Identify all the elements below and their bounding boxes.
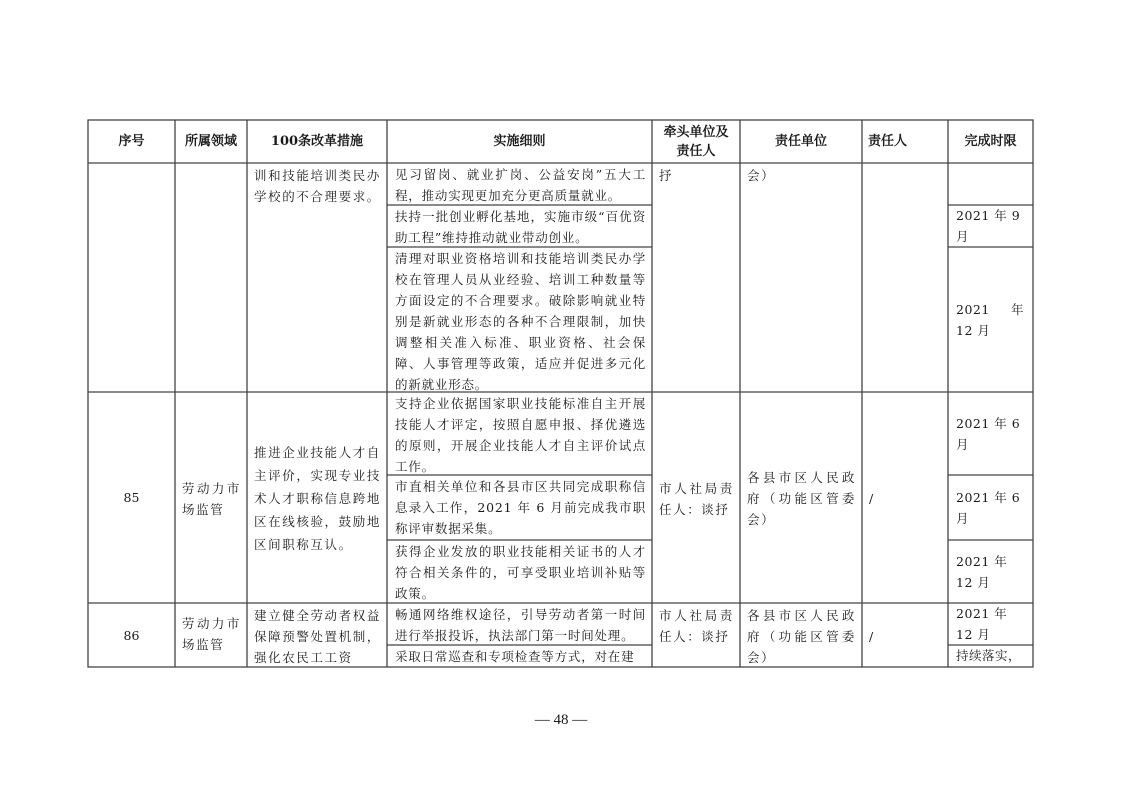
row-85-deadline-3-text: 2021 年 12 月 [956, 553, 1008, 590]
row-85-no: 85 [123, 490, 140, 505]
row-86-responsible-unit: 各县市区人民政府（功能区管委会） [747, 608, 856, 665]
header-no: 序号 [118, 134, 145, 149]
row-86-deadline-2: 持续落实， [956, 648, 1022, 663]
row-86-deadline-1 [948, 603, 1033, 645]
continued-detail-3: 清理对职业资格培训和技能培训类民办学校在管理人员从业经验、培训工种数量等方面设定的不合理要求。破除影响就业特别是新就业形态的各种不合理限制，加快调整相关准入标准、职业资格、社会保障、人事管理等政策，适应并促进多元化的新就业形态。 [395, 251, 646, 392]
header-domain: 所属领域 [184, 134, 237, 149]
continued-responsible-unit: 会） [747, 168, 776, 183]
row-85-person: / [869, 491, 875, 506]
row-85-detail-1: 支持企业依据国家职业技能标准自主开展技能人才评定，按照自愿申报、择优遴选的原则，开展企业技能人才自主评价试点工作。 [395, 396, 646, 474]
row-85-lead: 市人社局责任人：谈抒 [659, 480, 734, 517]
continued-lead: 抒 [659, 168, 674, 183]
header-deadline: 完成时限 [964, 134, 1017, 149]
row-85-detail-3: 获得企业发放的职业技能相关证书的人才符合相关条件的，可享受职业培训补贴等政策。 [395, 544, 646, 601]
row-86-deadline-1-text: 2021 年 12 月 [956, 606, 1008, 642]
row-86-domain: 劳动力市场监管 [182, 616, 241, 652]
row-85-measure: 推进企业技能人才自主评价，实现专业技术人才职称信息跨地区在线核验，鼓励地区间职称互认。 [254, 445, 381, 552]
row-86-detail-2: 采取日常巡查和专项检查等方式，对在建 [395, 649, 635, 664]
row-85-detail-2: 市直相关单位和各县市区共同完成职称信息录入工作，2021 年 6 月前完成我市职称评审数据采集。 [395, 479, 646, 536]
row-85-deadline-3 [948, 540, 1033, 603]
header-measure: 100条改革措施 [270, 134, 364, 149]
row-86-measure: 建立健全劳动者权益保障预警处置机制，强化农民工工资 [254, 608, 381, 665]
row-86-no: 86 [123, 627, 140, 643]
row-85-domain: 劳动力市场监管 [182, 480, 241, 517]
header-responsible-unit: 责任单位 [774, 134, 827, 149]
header-details: 实施细则 [493, 134, 546, 149]
row-85-deadline-2: 2021 年 6 月 [956, 489, 1021, 526]
row-86-lead: 市人社局责任人：谈抒 [659, 608, 734, 644]
header-lead: 牵头单位及责任人 [663, 124, 729, 159]
continued-deadline-2: 2021 年 9 月 [956, 208, 1021, 244]
continued-deadline-3 [948, 247, 1033, 392]
header-person: 责任人 [868, 134, 908, 149]
continued-detail-2: 扶持一批创业孵化基地，实施市级“百优资助工程”维持推动就业带动创业。 [395, 209, 646, 245]
page-number: — 48 — [534, 712, 588, 728]
row-86-detail-1: 畅通网络维权途径，引导劳动者第一时间进行举报投诉，执法部门第一时间处理。 [395, 607, 646, 643]
continued-measure: 训和技能培训类民办学校的不合理要求。 [254, 168, 381, 204]
continued-deadline-3-text: 2021 年 12 月 [956, 301, 1024, 338]
row-85-deadline-1: 2021 年 6 月 [956, 415, 1021, 452]
continued-detail-1: 见习留岗、就业扩岗、公益安岗”五大工程，推动实现更加充分更高质量就业。 [395, 167, 646, 203]
row-86-person: / [869, 628, 875, 644]
continued-deadline-1 [948, 163, 1033, 205]
row-85-responsible-unit: 各县市区人民政府（功能区管委会） [747, 470, 856, 527]
